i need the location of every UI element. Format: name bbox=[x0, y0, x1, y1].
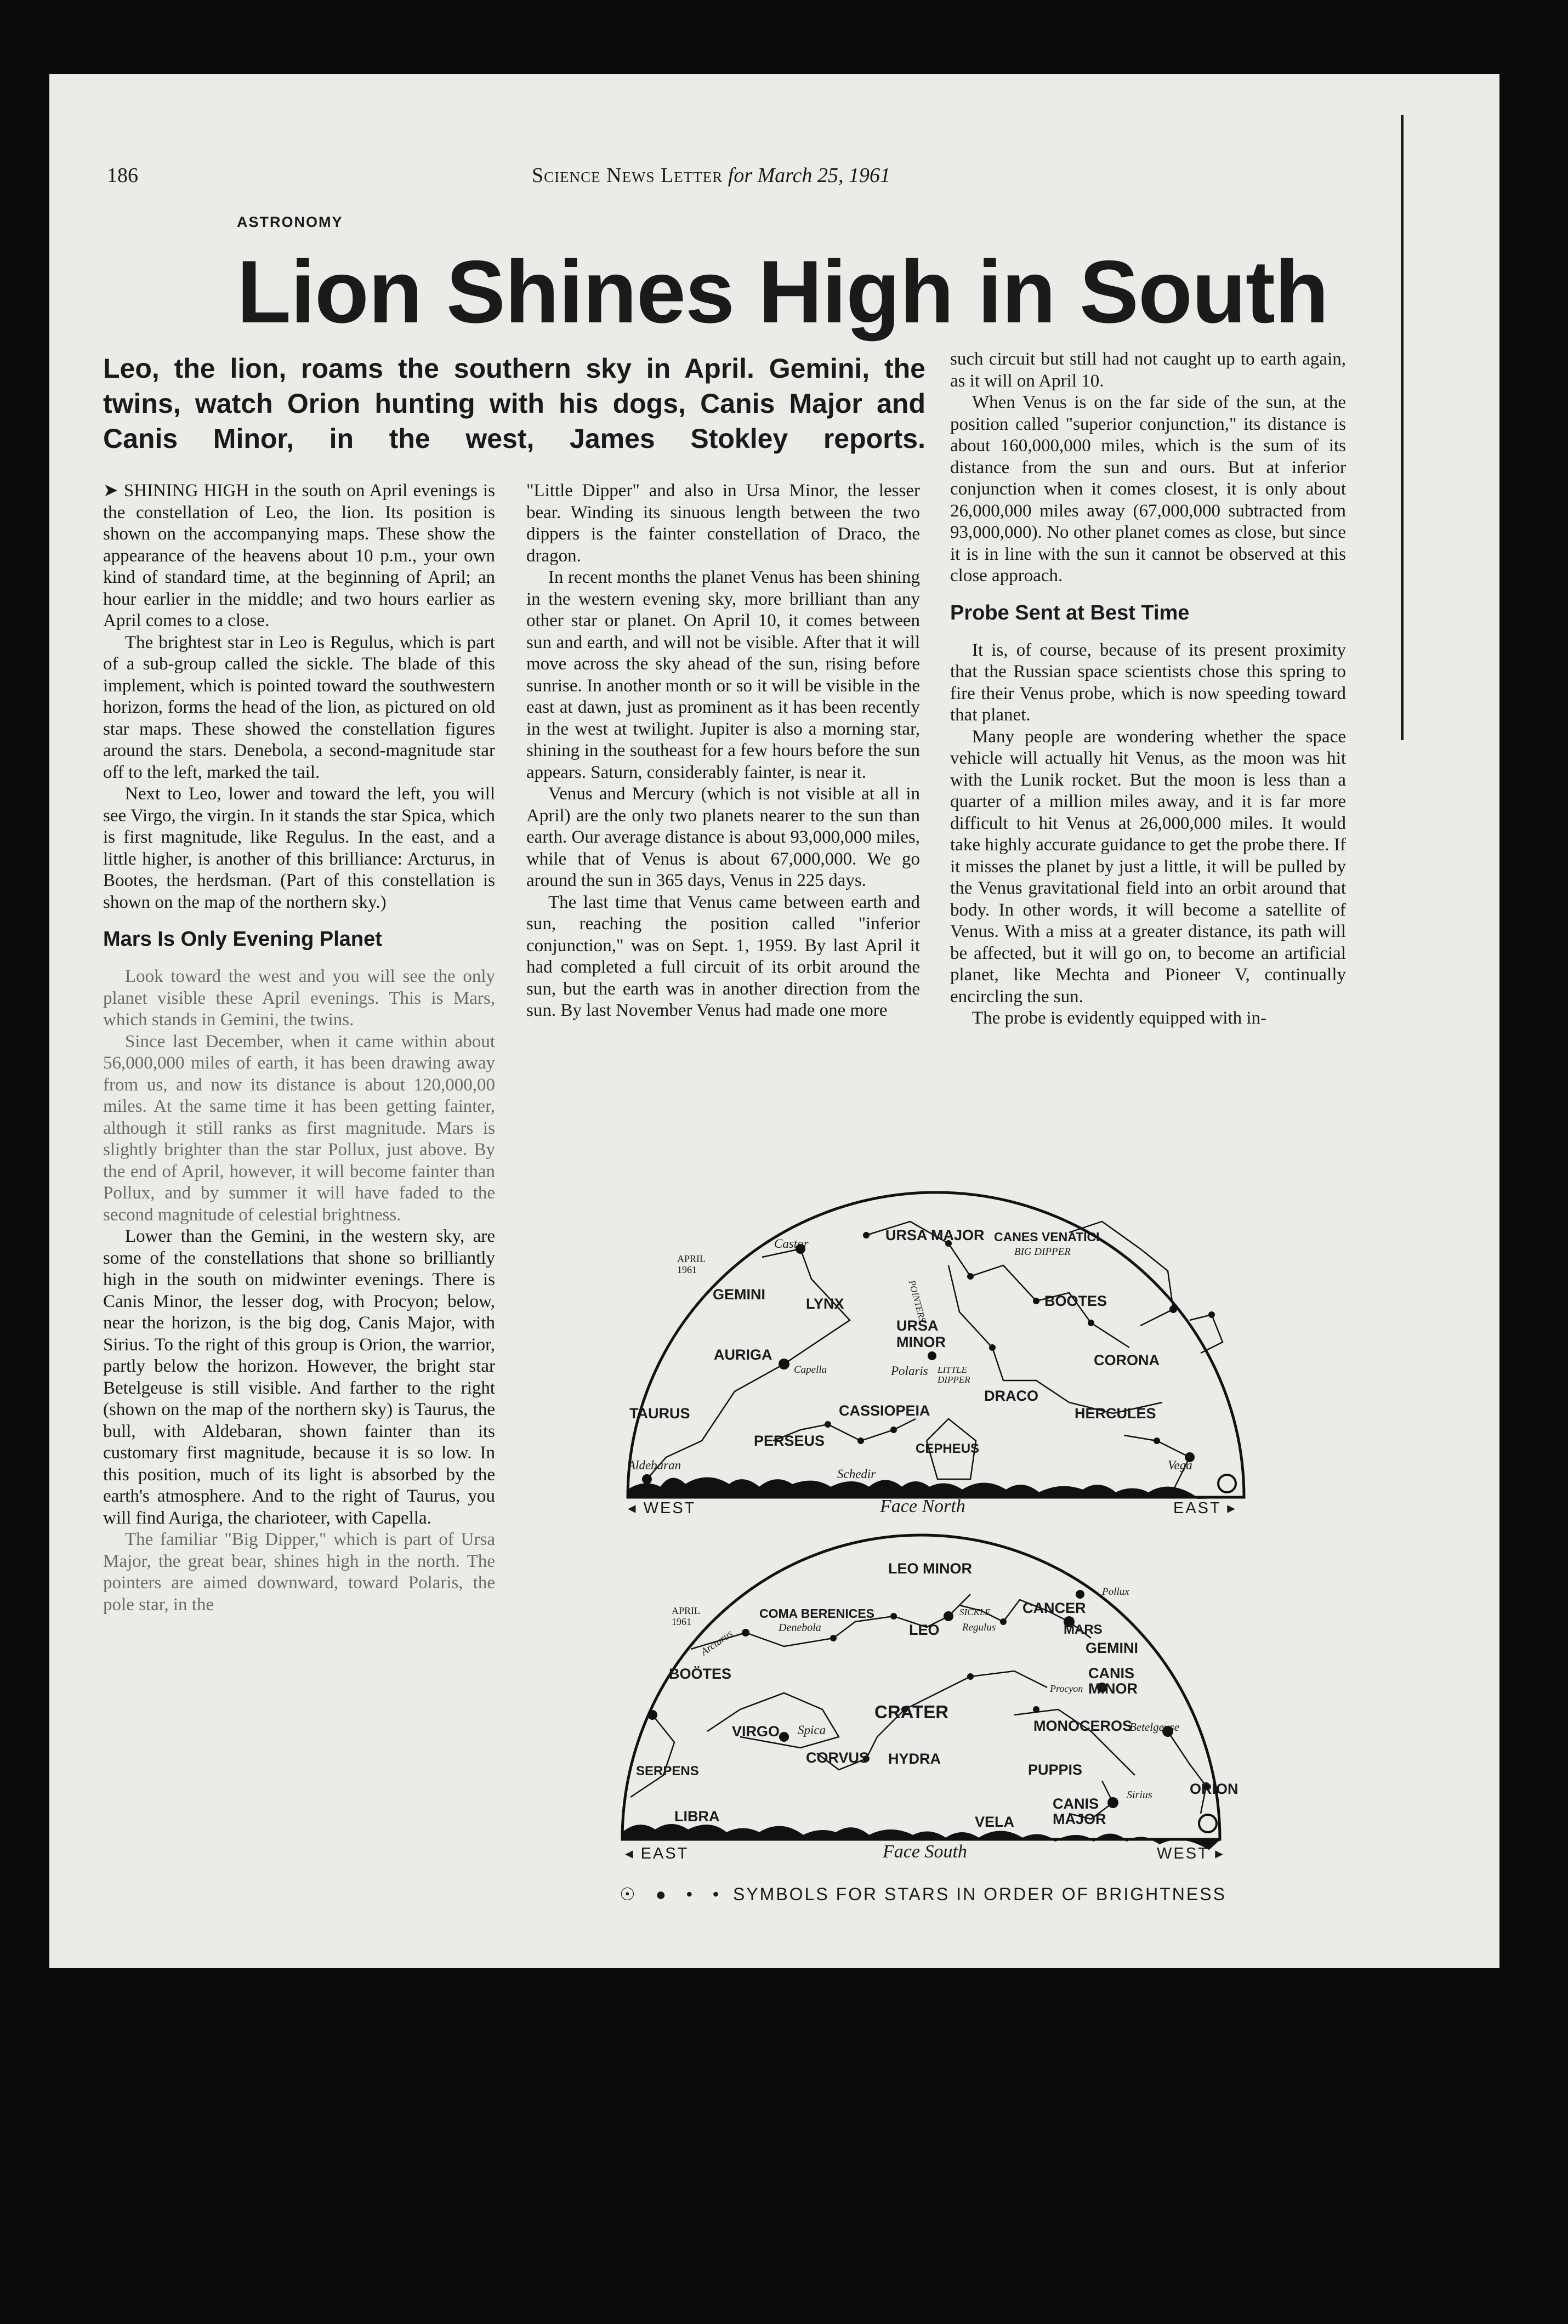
label-castor: Castor bbox=[774, 1237, 809, 1251]
section-label: ASTRONOMY bbox=[237, 214, 343, 230]
label-bootes: BOÖTES bbox=[669, 1666, 732, 1682]
star-spica bbox=[779, 1732, 789, 1742]
paragraph: In recent months the planet Venus has been shining in the western evening sky, more brilliant than any other star or planet. On April 10, it comes between sun and earth, and will not be visible. After that it will move across the sky ahead of the sun, rising before sunrise. In another month or so it will be visible in the east at dawn, just as prominent as it has been recently in the west at twilight. Jupiter is also a morning star, shining in the southeast for a few hours before the sun appears. Saturn, considerably fainter, is near it. bbox=[526, 567, 920, 782]
star bbox=[857, 1437, 864, 1444]
line-bootes-serpens bbox=[630, 1715, 674, 1797]
label-cancer: CANCER bbox=[1022, 1600, 1086, 1616]
running-header bbox=[107, 163, 927, 191]
label-leo: LEO bbox=[909, 1622, 940, 1638]
north-horizon-trees bbox=[628, 1478, 1244, 1499]
publication-name: Science News Letter bbox=[532, 164, 723, 187]
paragraph: Look toward the west and you will see the only planet visible these April evenings. This is Mars, which stands in Gemini, the twins. bbox=[103, 967, 495, 1030]
label-serpens: SERPENS bbox=[636, 1764, 699, 1778]
star bbox=[1169, 1305, 1177, 1313]
label-polaris: Polaris bbox=[891, 1364, 928, 1378]
label-perseus: PERSEUS bbox=[754, 1433, 825, 1449]
label-libra: LIBRA bbox=[674, 1808, 720, 1825]
paragraph: "Little Dipper" and also in Ursa Minor, the lesser bear. Winding its sinuous length between the two dippers is the fainter constellation of Draco, the dragon. bbox=[526, 481, 920, 566]
date-label: APRIL 1961 bbox=[677, 1253, 706, 1275]
paragraph: Next to Leo, lower and toward the left, you will see Virgo, the virgin. In it stands the star Spica, which is first magnitude, like Regulus. In the east, and a little higher, is another of this brilliance: Arcturus, in Bootes, the herdsman. (Part of this constellation is shown on the map of the northern sky.) bbox=[103, 784, 495, 912]
label-lynx: LYNX bbox=[806, 1295, 844, 1312]
label-coma-berenices: COMA BERENICES bbox=[759, 1606, 874, 1621]
label-capella: Capella bbox=[794, 1364, 827, 1376]
paragraph: The familiar "Big Dipper," which is part of Ursa Major, the great bear, shines high in the north. The pointers are aimed downward, toward Polaris, the pole star, in the bbox=[103, 1530, 495, 1615]
right-margin-rule bbox=[1401, 115, 1404, 740]
south-map-east: ◂ EAST bbox=[625, 1845, 689, 1862]
label-corona: CORONA bbox=[1094, 1352, 1160, 1368]
star-pollux bbox=[1076, 1590, 1084, 1599]
paragraph: such circuit but still had not caught up to earth again, as it will on April 10. bbox=[950, 349, 1346, 391]
line-virgo bbox=[707, 1693, 839, 1748]
column-2 bbox=[526, 480, 920, 1022]
paragraph: ➤ SHINING HIGH in the south on April evenings is the constellation of Leo, the lion. Its position is shown on the accompanying maps. These show the appearance of the heavens about 10 p.m., your own kind of standard time, at the beginning of April; an hour earlier in the middle; and two hours earlier as April comes to a close. bbox=[103, 481, 495, 630]
label-auriga: AURIGA bbox=[714, 1346, 772, 1363]
label-mars: MARS bbox=[1064, 1622, 1103, 1637]
label-aldebaran: Aldebaran bbox=[628, 1458, 681, 1472]
paragraph: Lower than the Gemini, in the western sky, are some of the constellations that shone so brilliantly high in the south on midwinter evenings. There is Canis Minor, the lesser dog, with Procyon; below, near the horizon, is the big dog, Canis Major, with Sirius. To the right of this group is Orion, the warrior, partly below the horizon. However, the bright star Betelgeuse is still visible. And farther to the right (shown on the map of the northern sky) is Taurus, the bull, with Aldebaran, shown fainter than its customary first magnitude, because it is so low. In this position, much of its light is absorbed by the earth's atmosphere. And to the right of Taurus, you will find Auriga, the charioteer, with Capella. bbox=[103, 1226, 495, 1528]
star bbox=[890, 1427, 897, 1433]
label-denebola: Denebola bbox=[779, 1622, 821, 1634]
label-regulus: Regulus bbox=[962, 1622, 996, 1633]
column-1 bbox=[103, 480, 495, 1616]
label-spica: Spica bbox=[798, 1723, 826, 1737]
label-virgo: VIRGO bbox=[732, 1723, 780, 1740]
star-denebola bbox=[742, 1629, 749, 1637]
label-crater: CRATER bbox=[874, 1702, 949, 1722]
star-regulus bbox=[944, 1611, 953, 1621]
label-canis-major: CANIS MAJOR bbox=[1053, 1795, 1106, 1827]
article-title: Lion Shines High in South bbox=[237, 242, 1328, 342]
north-map-east: EAST ▸ bbox=[1173, 1499, 1237, 1517]
label-hydra: HYDRA bbox=[888, 1751, 941, 1767]
label-monoceros: MONOCEROS bbox=[1033, 1718, 1133, 1734]
paragraph: Since last December, when it came within about 56,000,000 miles of earth, it has been drawing away from us, and now its distance is about 120,000,00 miles. At the same time it has been getting fainter, although it still ranks as first magnitude. Mars is slightly brighter than the star Pollux, just above. By the end of April, however, it will become fainter than Pollux, and by summer it will have faded to the second magnitude of celestial brightness. bbox=[103, 1031, 495, 1225]
label-little-dipper: LITTLE DIPPER bbox=[938, 1365, 970, 1385]
page-number: 186 bbox=[107, 164, 138, 187]
paragraph: When Venus is on the far side of the sun, at the position called "superior conjunction," its distance is about 160,000,000 miles, which is the sum of its distance from the sun and ours. But at inferior conjunction when it comes closest, it is only about 26,000,000 miles away (67,000,000 subtracted from 93,000,000). No other planet comes as close, but since it is in line with the sun it cannot be observed at this close approach. bbox=[950, 393, 1346, 586]
paragraph: The brightest star in Leo is Regulus, which is part of a sub-group called the sickle. The blade of this implement, which is pointed toward the southwestern horizon, forms the head of the lion, as pictured on old star maps. These showed the constellation figures around the stars. Denebola, a second-magnitude star off to the left, marked the tail. bbox=[103, 632, 495, 782]
issue-date: for March 25, 1961 bbox=[728, 164, 891, 187]
north-map-emblem bbox=[1218, 1475, 1236, 1492]
star bbox=[825, 1421, 831, 1428]
star bbox=[1154, 1437, 1160, 1444]
star-polaris bbox=[928, 1351, 936, 1360]
star-sirius bbox=[1107, 1797, 1118, 1808]
label-sickle: SICKLE bbox=[959, 1607, 991, 1617]
south-map-emblem bbox=[1199, 1815, 1217, 1832]
star bbox=[830, 1635, 837, 1641]
label-cepheus: CEPHEUS bbox=[916, 1441, 980, 1456]
paragraph: Venus and Mercury (which is not visible at all in April) are the only two planets nearer to the sun than earth. Our average distance is about 93,000,000 miles, while that of Venus is about 67,000,000. We go around the sun in 365 days, Venus in 225 days. bbox=[526, 784, 920, 890]
north-map-west: ◂ WEST bbox=[628, 1499, 696, 1517]
label-big-dipper: BIG DIPPER bbox=[1014, 1246, 1071, 1258]
label-canis-minor: CANIS MINOR bbox=[1088, 1665, 1138, 1697]
column-3 bbox=[950, 349, 1346, 1030]
running-title bbox=[532, 163, 890, 187]
star bbox=[890, 1613, 897, 1620]
label-ursa-minor: URSA MINOR bbox=[896, 1317, 946, 1350]
label-leo-minor: LEO MINOR bbox=[888, 1560, 972, 1577]
label-orion: ORION bbox=[1190, 1781, 1239, 1797]
label-schedir: Schedir bbox=[837, 1467, 876, 1481]
north-map-face: Face North bbox=[880, 1496, 965, 1516]
star-arcturus bbox=[647, 1710, 657, 1720]
south-map-face: Face South bbox=[883, 1842, 967, 1862]
label-puppis: PUPPIS bbox=[1028, 1762, 1083, 1778]
label-canes-venatici: CANES VENATICI bbox=[994, 1230, 1100, 1244]
label-draco: DRACO bbox=[984, 1388, 1038, 1404]
south-map-west: WEST ▸ bbox=[1157, 1845, 1225, 1862]
label-pointers: POINTERS bbox=[906, 1279, 928, 1323]
star bbox=[1208, 1311, 1215, 1318]
star bbox=[967, 1273, 974, 1280]
subhead-mars: Mars Is Only Evening Planet bbox=[103, 928, 382, 951]
star bbox=[1088, 1320, 1094, 1326]
label-arcturus: Arcturus bbox=[698, 1628, 735, 1658]
star-symbols: ☉ ● • • bbox=[620, 1884, 727, 1904]
star-maps-figure bbox=[620, 1183, 1250, 1918]
star-aldebaran bbox=[642, 1474, 652, 1484]
star bbox=[1033, 1298, 1039, 1304]
line-draco bbox=[948, 1265, 1162, 1413]
subhead-probe: Probe Sent at Best Time bbox=[950, 601, 1190, 624]
label-hercules: HERCULES bbox=[1075, 1405, 1156, 1422]
star-capella bbox=[779, 1359, 789, 1370]
label-pollux: Pollux bbox=[1102, 1586, 1129, 1598]
paragraph: The probe is evidently equipped with in- bbox=[972, 1008, 1267, 1028]
label-sirius: Sirius bbox=[1127, 1789, 1152, 1801]
label-vela: VELA bbox=[975, 1814, 1015, 1830]
star bbox=[1033, 1706, 1039, 1713]
label-corvus: CORVUS bbox=[806, 1749, 870, 1766]
star bbox=[1000, 1618, 1007, 1625]
star bbox=[989, 1344, 996, 1351]
label-procyon: Procyon bbox=[1050, 1683, 1083, 1694]
date-label: APRIL 1961 bbox=[672, 1605, 701, 1627]
label-ursa-major: URSA MAJOR bbox=[885, 1227, 985, 1243]
label-cassiopeia: CASSIOPEIA bbox=[839, 1402, 930, 1419]
paragraph: Many people are wondering whether the space vehicle will actually hit Venus, as the moon was hit with the Lunik rocket. But the moon is less than a quarter of a million miles away, and it is far more difficult to hit Venus at 26,000,000 miles. It would take highly accurate guidance to get the probe there. If it misses the planet by just a little, it will be pulled by the Venus gravitational field into an orbit around that body. In other words, it will become a satellite of Venus. With a miss at a greater distance, its path will be affected, but it will go on, to become an artificial planet, like Mechta and Pioneer V, continually encircling the sun. bbox=[950, 726, 1346, 1007]
label-bootes: BOOTES bbox=[1044, 1293, 1107, 1309]
label-betelgeuse: Betelgeuse bbox=[1129, 1720, 1179, 1734]
star bbox=[863, 1232, 870, 1238]
article-deck: Leo, the lion, roams the southern sky in April. Gemini, the twins, watch Orion hunting with his dogs, Canis Major and Canis Minor, in the west, James Stokley reports. bbox=[103, 353, 925, 454]
label-vega: Vega bbox=[1168, 1458, 1192, 1472]
label-gemini: GEMINI bbox=[1086, 1640, 1139, 1656]
paragraph: The last time that Venus came between earth and sun, reaching the position called "inferior conjunction," was on Sept. 1, 1959. By last April it had completed a full circuit of its orbit around the sun, but the earth was in another direction from the sun. By last November Venus had made one more bbox=[526, 892, 920, 1020]
figure-caption bbox=[620, 1884, 1226, 1905]
label-gemini: GEMINI bbox=[713, 1286, 766, 1303]
label-taurus: TAURUS bbox=[629, 1405, 690, 1422]
star bbox=[967, 1673, 974, 1680]
caption-text: SYMBOLS FOR STARS IN ORDER OF BRIGHTNESS bbox=[732, 1884, 1226, 1904]
line-orion bbox=[1168, 1731, 1206, 1814]
paragraph: It is, of course, because of its present proximity that the Russian space scientists chose this spring to fire their Venus probe, which is now speeding toward that planet. bbox=[950, 640, 1346, 725]
